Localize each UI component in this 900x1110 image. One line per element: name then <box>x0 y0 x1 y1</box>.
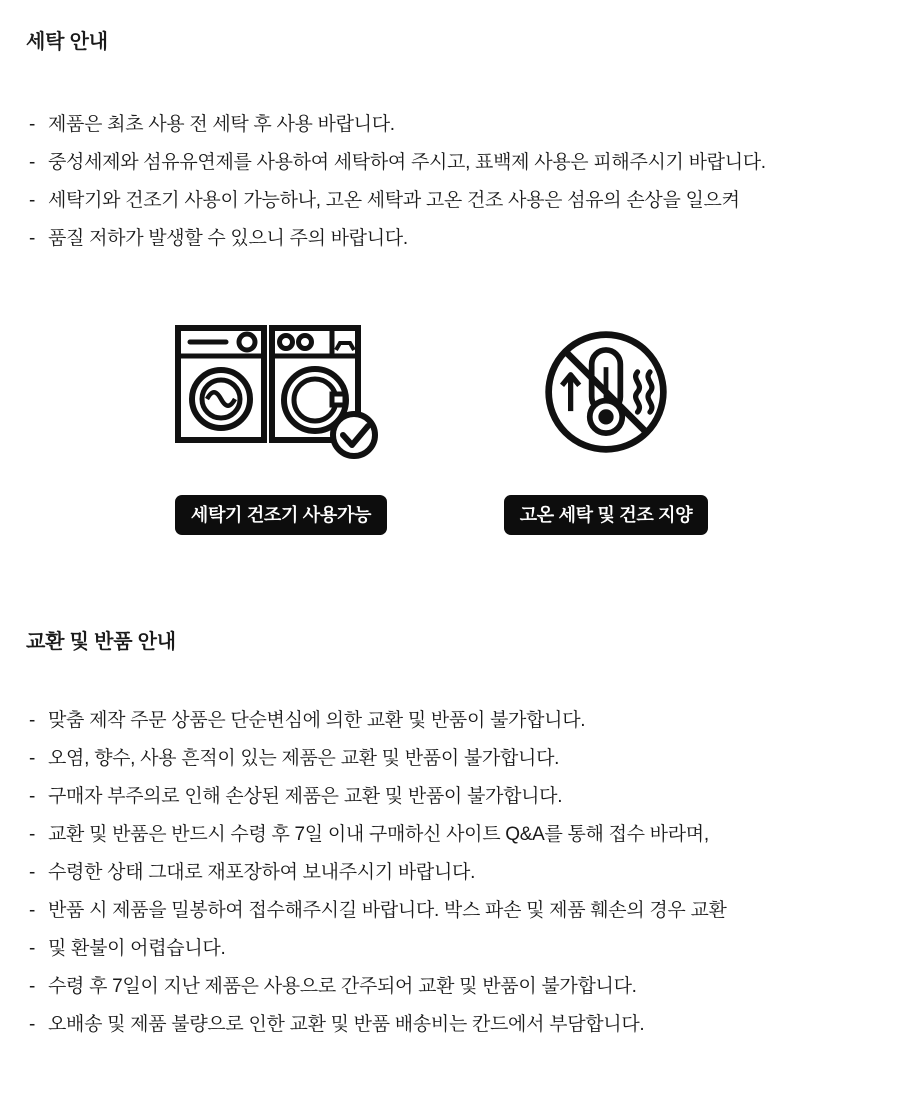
bullet-dash: - <box>29 824 36 845</box>
list-item <box>29 740 880 778</box>
return-section-title: 교환 및 반품 안내 <box>26 631 176 653</box>
bullet-dash: - <box>29 114 36 135</box>
list-item-text: 오배송 및 제품 불량으로 인한 교환 및 반품 배송비는 칸드에서 부담합니다. <box>48 1014 645 1035</box>
wash-guide-list <box>0 106 900 258</box>
return-guide-section <box>0 628 900 1044</box>
bullet-dash: - <box>29 190 36 211</box>
list-item <box>29 778 880 816</box>
list-item-text: 및 환불이 어렵습니다. <box>48 938 226 959</box>
list-item <box>29 702 880 740</box>
bullet-dash: - <box>29 748 36 769</box>
list-item-text: 중성세제와 섬유유연제를 사용하여 세탁하여 주시고, 표백제 사용은 피해주시기 바랍니다. <box>48 152 766 173</box>
bullet-dash: - <box>29 710 36 731</box>
list-item-text: 오염, 향수, 사용 흔적이 있는 제품은 교환 및 반품이 불가합니다. <box>48 748 560 769</box>
list-item <box>29 892 880 930</box>
figure-washer-dryer-ok <box>161 322 401 535</box>
list-item <box>29 220 880 258</box>
list-item <box>29 968 880 1006</box>
list-item <box>29 182 880 220</box>
return-guide-list <box>0 702 900 1044</box>
wash-guide-section <box>0 28 900 535</box>
washer-dryer-check-icon <box>173 322 389 462</box>
list-item <box>29 930 880 968</box>
bullet-dash: - <box>29 862 36 883</box>
list-item-text: 반품 시 제품을 밀봉하여 접수해주시길 바랍니다. 박스 파손 및 제품 훼손의 경우 교환 <box>48 900 727 921</box>
list-item <box>29 1006 880 1044</box>
bullet-dash: - <box>29 1014 36 1035</box>
list-item-text: 수령 후 7일이 지난 제품은 사용으로 간주되어 교환 및 반품이 불가합니다. <box>48 976 637 997</box>
badge-washer-dryer-ok: 세탁기 건조기 사용가능 <box>175 495 387 535</box>
bullet-dash: - <box>29 900 36 921</box>
list-item <box>29 816 880 854</box>
figure-no-high-heat <box>486 322 726 535</box>
list-item-text: 구매자 부주의로 인해 손상된 제품은 교환 및 반품이 불가합니다. <box>48 786 563 807</box>
list-item-text: 맞춤 제작 주문 상품은 단순변심에 의한 교환 및 반품이 불가합니다. <box>48 710 586 731</box>
bullet-dash: - <box>29 938 36 959</box>
list-item-text: 세탁기와 건조기 사용이 가능하나, 고온 세탁과 고온 건조 사용은 섬유의 손상을 일으켜 <box>48 190 740 211</box>
bullet-dash: - <box>29 976 36 997</box>
bullet-dash: - <box>29 228 36 249</box>
bullet-dash: - <box>29 786 36 807</box>
bullet-dash: - <box>29 152 36 173</box>
no-high-heat-icon <box>541 322 671 462</box>
list-item-text: 제품은 최초 사용 전 세탁 후 사용 바랍니다. <box>48 114 395 135</box>
list-item <box>29 106 880 144</box>
list-item-text: 품질 저하가 발생할 수 있으니 주의 바랍니다. <box>48 228 408 249</box>
list-item-text: 수령한 상태 그대로 재포장하여 보내주시기 바랍니다. <box>48 862 476 883</box>
list-item-text: 교환 및 반품은 반드시 수령 후 7일 이내 구매하신 사이트 Q&A를 통해 접수 바라며, <box>48 824 709 845</box>
wash-section-title: 세탁 안내 <box>26 31 108 53</box>
badge-no-high-heat: 고온 세탁 및 건조 지양 <box>504 495 709 535</box>
list-item <box>29 854 880 892</box>
list-item <box>29 144 880 182</box>
care-icons-row <box>0 322 900 535</box>
